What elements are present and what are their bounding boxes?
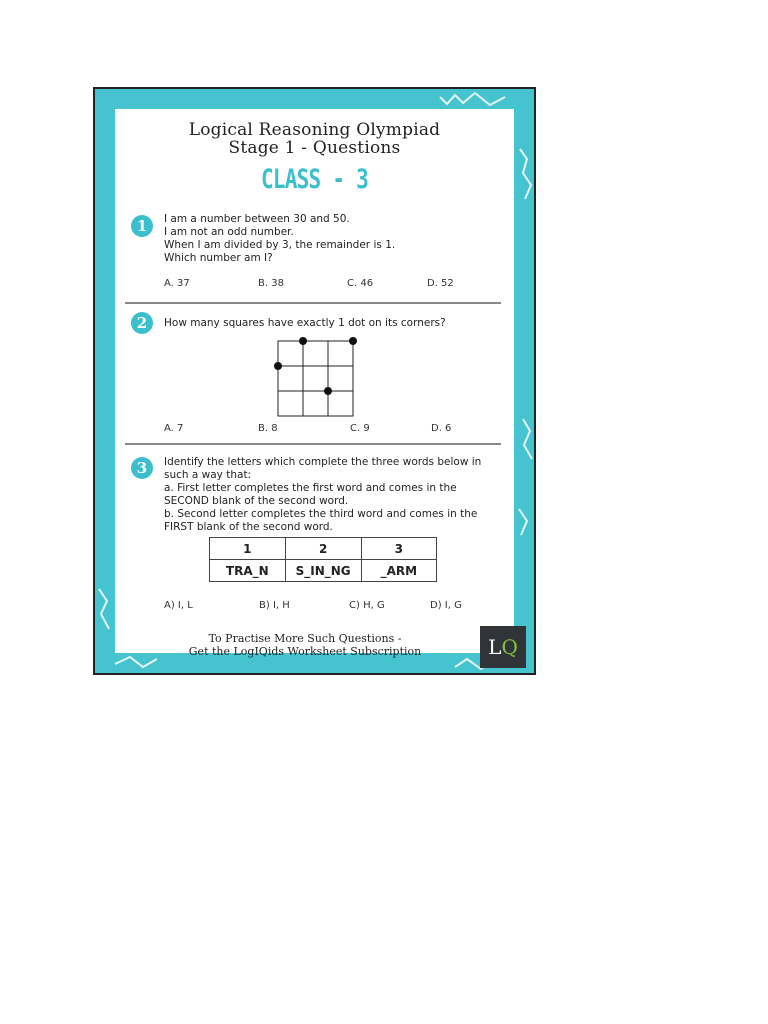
- question-3-line: b. Second letter completes the third word and comes in the: [164, 508, 478, 520]
- grid-dot: [324, 387, 332, 395]
- word-table: [209, 537, 437, 582]
- title-line-2: Stage 1 - Questions: [228, 138, 401, 158]
- word-table-row: [210, 560, 437, 582]
- section-divider: [125, 302, 501, 304]
- question-3-option-c: C) H, G: [349, 600, 385, 611]
- footer-promo: [155, 632, 455, 658]
- word-table-header: 3: [361, 538, 436, 560]
- footer-line-2: Get the LogIQids Worksheet Subscription: [188, 645, 422, 658]
- question-1-line: I am not an odd number.: [164, 226, 294, 238]
- question-3-line: SECOND blank of the second word.: [164, 495, 349, 507]
- question-1-option-a: A. 37: [164, 278, 190, 289]
- question-2-option-a: A. 7: [164, 423, 184, 434]
- question-1-option-b: B. 38: [258, 278, 284, 289]
- question-3-line: such a way that:: [164, 469, 252, 481]
- question-2-option-c: C. 9: [350, 423, 370, 434]
- question-1-option-d: D. 52: [427, 278, 454, 289]
- grid-dot: [274, 362, 282, 370]
- question-1-line: When I am divided by 3, the remainder is 1.: [164, 239, 396, 251]
- question-2-text: How many squares have exactly 1 dot on its corners?: [164, 317, 446, 329]
- question-3-option-a: A) I, L: [164, 600, 193, 611]
- logo-letter-l: L: [488, 635, 502, 659]
- question-2-option-b: B. 8: [258, 423, 278, 434]
- question-3-number-badge: 3: [131, 457, 153, 479]
- question-1-option-c: C. 46: [347, 278, 374, 289]
- question-1-line: Which number am I?: [164, 252, 273, 264]
- question-1-line: I am a number between 30 and 50.: [164, 213, 350, 225]
- question-3-text: [164, 456, 481, 534]
- question-1-text: [164, 213, 395, 265]
- grid-outline: [278, 341, 353, 416]
- class-label: CLASS - 3: [260, 164, 369, 195]
- dot-grid-figure: [272, 335, 382, 435]
- footer-line-1: To Practise More Such Questions -: [208, 632, 402, 645]
- title-line-1: Logical Reasoning Olympiad: [188, 120, 441, 140]
- word-table-header: 1: [210, 538, 286, 560]
- word-table-cell: S_IN_NG: [285, 560, 361, 582]
- question-3-line: a. First letter completes the first word and comes in the: [164, 482, 457, 494]
- logo-letter-q: Q: [501, 635, 518, 659]
- question-3-option-b: B) I, H: [259, 600, 290, 611]
- word-table-header-row: [210, 538, 437, 560]
- grid-dot: [299, 337, 307, 345]
- question-3-option-d: D) I, G: [430, 600, 462, 611]
- grid-dot: [349, 337, 357, 345]
- section-divider: [125, 443, 501, 445]
- word-table-cell: _ARM: [361, 560, 436, 582]
- question-2-option-d: D. 6: [431, 423, 452, 434]
- word-table-header: 2: [285, 538, 361, 560]
- question-3-line: Identify the letters which complete the three words below in: [164, 456, 482, 468]
- question-3-line: FIRST blank of the second word.: [164, 521, 333, 533]
- word-table-cell: TRA_N: [210, 560, 286, 582]
- question-1-number-badge: 1: [131, 215, 153, 237]
- worksheet-content: [115, 109, 518, 659]
- question-2-number-badge: 2: [131, 312, 153, 334]
- logiqids-logo: [480, 626, 526, 668]
- worksheet-card: [93, 87, 536, 675]
